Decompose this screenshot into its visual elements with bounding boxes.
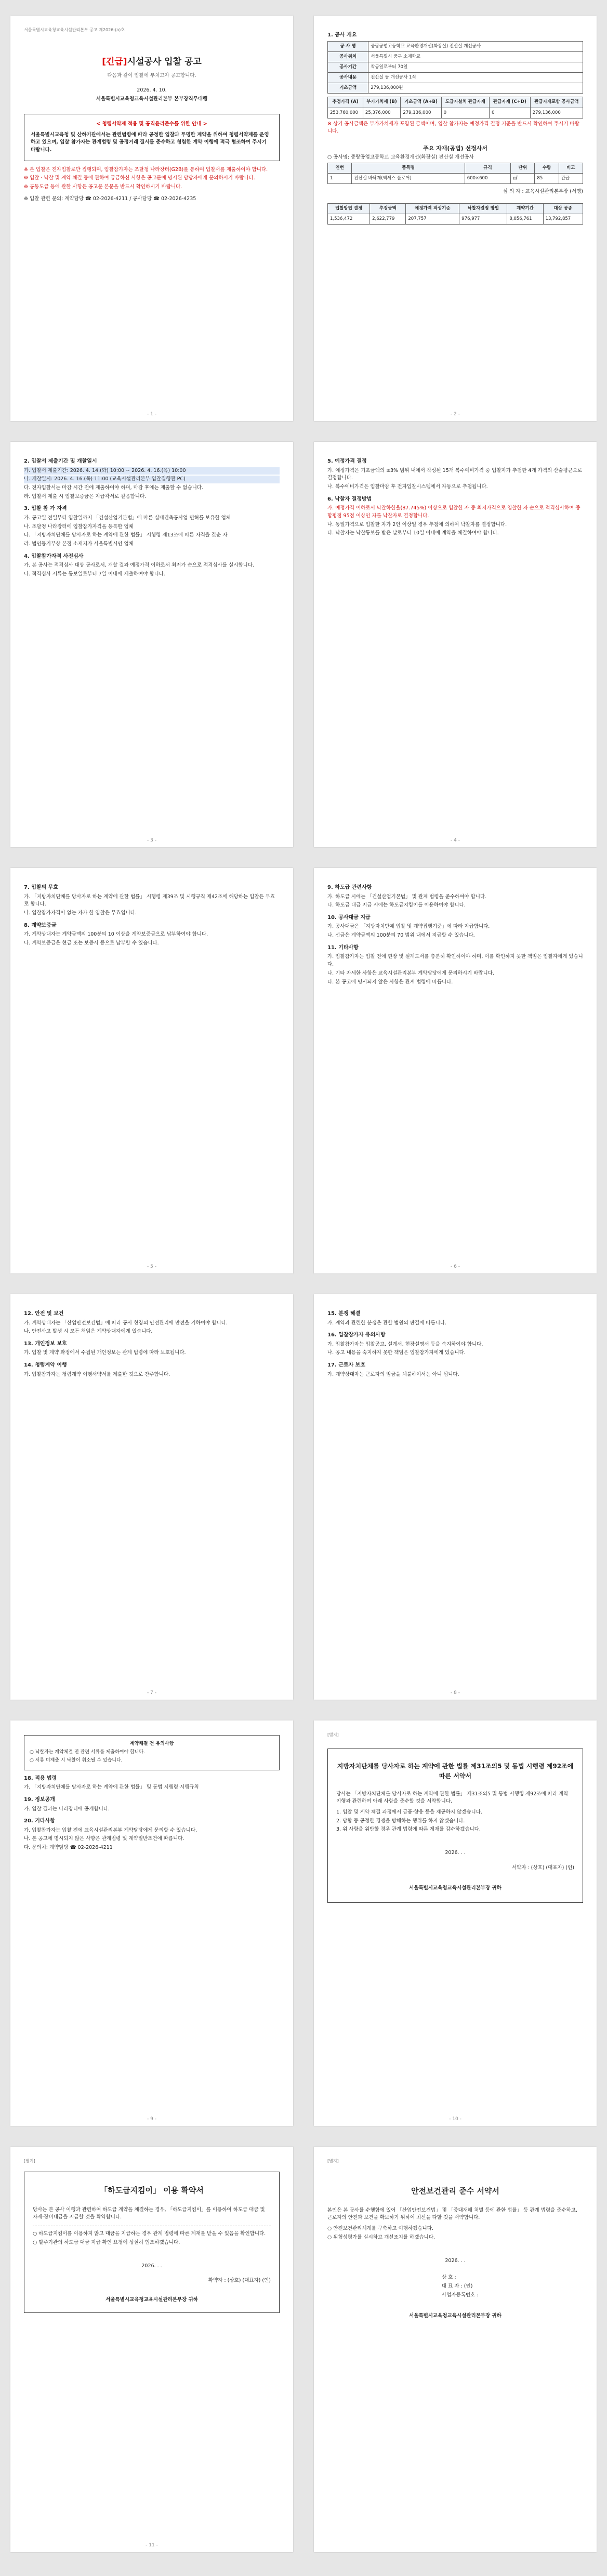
section-20-title: 20. 기타사항 [24, 1818, 55, 1824]
section-8-line: 나. 계약보증금은 현금 또는 보증서 등으로 납부할 수 있습니다. [24, 940, 159, 946]
bid-cell: 8,056,761 [507, 214, 543, 225]
section-6-line: 가. 예정가격 이하로서 낙찰하한율(87.745%) 이상으로 입찰한 자 중 최저가격으로 입찰한 자 순으로 적격심사하여 종합평점 95점 이상인 자를 낙찰자로 결정합니다. [327, 505, 580, 519]
pledge-item: 2. 담합 등 공정한 경쟁을 방해하는 행위를 하지 않겠습니다. [336, 1818, 465, 1824]
page-number: - 1 - [147, 412, 156, 417]
notice-box-line: ○ 서류 미제출 시 낙찰이 취소될 수 있습니다. [30, 1757, 123, 1763]
cost-cell: 25,376,000 [363, 108, 400, 118]
subcontract-date: 2026. . . [141, 2263, 162, 2269]
doc-header-small: 서울특별시교육청교육시설관리본부 공고 제2026-(a)호 [24, 28, 125, 32]
row-label: 공사위치 [328, 51, 368, 62]
subcontract-title: 「하도급지킴이」 이용 확약서 [100, 2186, 204, 2196]
announcement-title [24, 55, 280, 69]
section-15-title: 15. 분쟁 해결 [327, 1311, 361, 1317]
page-7 [10, 1294, 293, 1700]
section-5-line: 가. 예정가격은 기초금액의 ±3% 범위 내에서 작성된 15개 복수예비가격 중 입찰자가 추첨한 4개 가격의 산술평균으로 결정합니다. [327, 467, 583, 481]
section-11-line: 가. 입찰참가자는 입찰 전에 현장 및 설계도서를 충분히 확인하여야 하며, 이를 확인하지 못한 책임은 입찰자에게 있습니다. [327, 954, 583, 968]
cost-head: 관급자재 (C+D) [490, 97, 531, 108]
section-12-line: 가. 계약상대자는 「산업안전보건법」에 따라 공사 현장의 안전관리에 만전을 기하여야 합니다. [24, 1320, 228, 1326]
subcontract-signature: 확약자 : (상호) (대표자) (인) [208, 2278, 271, 2284]
section-8-title: 8. 계약보증금 [24, 922, 57, 928]
section-10-title: 10. 공사대금 지급 [327, 914, 371, 921]
section-16-line: 나. 공고 내용을 숙지하지 못한 책임은 입찰참가자에게 있습니다. [327, 1350, 466, 1356]
cost-note: ※ 상기 공사금액은 부가가치세가 포함된 금액이며, 입찰 참가자는 예정가격 결정 기준을 반드시 확인하여 주시기 바랍니다. [327, 121, 579, 135]
bid-head: 입찰방법 결정 [328, 203, 370, 214]
license-cell: 관급 [559, 174, 583, 184]
section-3-line: 다. 「지방자치단체를 당사자로 하는 계약에 관한 법률」 시행령 제13조에 따른 자격을 갖춘 자 [24, 532, 228, 538]
safety-sign-row: 대 표 자 : (인) [442, 2283, 473, 2289]
section-1-title: 1. 공사 개요 [327, 32, 357, 38]
section-13-line: 가. 입찰 및 계약 과정에서 수집된 개인정보는 관계 법령에 따라 보호됩니다. [24, 1350, 186, 1356]
row-label: 기초금액 [328, 83, 368, 94]
section-16-line: 가. 입찰참가자는 입찰공고, 설계서, 현장설명서 등을 숙지하여야 합니다. [327, 1341, 483, 1347]
section-4-title: 4. 입찰참가자격 사전심사 [24, 553, 84, 559]
license-head: 수량 [535, 163, 559, 173]
section-12-line: 나. 안전사고 발생 시 모든 책임은 계약상대자에게 있습니다. [24, 1329, 153, 1335]
pledge-item: 3. 위 사항을 위반할 경우 관계 법령에 따른 제재를 감수하겠습니다. [336, 1826, 481, 1833]
announce-date: 2026. 4. 10. [137, 87, 167, 94]
section-13-title: 13. 개인정보 보호 [24, 1340, 67, 1347]
license-sub: ○ 공사명: 중랑공업고등학교 교육환경개선(화장실) 전산실 개선공사 [327, 154, 474, 161]
page-8 [314, 1294, 597, 1700]
section-11-line: 나. 기타 자세한 사항은 교육시설관리본부 계약담당에게 문의하시기 바랍니다. [327, 970, 494, 976]
safety-body: 본인은 본 공사를 수행함에 있어 「산업안전보건법」 및 「중대재해 처벌 등에 관한 법률」 등 관계 법령을 준수하고, 근로자의 안전과 보건을 확보하기 위하여 최선을 다할 것을 서약합니다. [327, 2207, 577, 2221]
section-5-line: 나. 복수예비가격은 입찰마감 후 전자입찰시스템에서 자동으로 추첨됩니다. [327, 483, 488, 490]
page-2 [314, 16, 597, 421]
cost-cell: 0 [441, 108, 489, 118]
safety-recipient: 서울특별시교육청교육시설관리본부장 귀하 [409, 2313, 502, 2319]
ethics-box [24, 114, 280, 161]
section-9-title: 9. 하도급 관련사항 [327, 885, 372, 890]
pledge-date: 2026. . . [445, 1850, 466, 1856]
section-3-line: 라. 법인등기부상 본점 소재지가 서울특별시인 업체 [24, 541, 134, 547]
section-14-line: 가. 입찰참가자는 청렴계약 이행서약서를 제출한 것으로 간주합니다. [24, 1371, 170, 1377]
subcontract-body: 당사는 본 공사 이행과 관련하여 하도급 계약을 체결하는 경우, 「하도급지킴이」를 이용하여 하도급 대금 및 자재·장비대금을 지급할 것을 확약합니다. [33, 2206, 265, 2220]
section-12-title: 12. 안전 및 보건 [24, 1311, 64, 1317]
page-6 [314, 868, 597, 1273]
safety-sign-row: 사업자등록번호 : [442, 2292, 479, 2298]
form-tag: [별지] [327, 2159, 339, 2163]
row-value: 서울특별시 중구 소재학교 [368, 51, 583, 62]
section-19-line: 가. 입찰 결과는 나라장터에 공개합니다. [24, 1806, 110, 1812]
section-2-line: 나. 개찰일시: 2026. 4. 16.(목) 11:00 (교육시설관리본부 입찰집행관 PC) [24, 476, 280, 483]
section-20-line: 나. 본 공고에 명시되지 않은 사항은 관계법령 및 계약일반조건에 따릅니다. [24, 1836, 184, 1842]
section-10-line: 나. 선금은 계약금액의 100분의 70 범위 내에서 지급할 수 있습니다. [327, 932, 475, 939]
page-4 [314, 442, 597, 847]
safety-sign-block [442, 2274, 583, 2299]
section-17-title: 17. 근로자 보호 [327, 1362, 365, 1369]
title-main: 시설공사 입찰 공고 [127, 57, 202, 68]
page-number: - 10 - [449, 2117, 461, 2122]
license-head: 비고 [559, 163, 583, 173]
project-overview-table [327, 41, 583, 94]
section-18-title: 18. 적용 법령 [24, 1775, 57, 1781]
bid-cell: 2,622,779 [370, 214, 406, 225]
license-head: 연번 [328, 163, 352, 173]
page-number: - 7 - [147, 1690, 156, 1696]
section-2-line: 다. 전자입찰서는 마감 시간 전에 제출하여야 하며, 마감 후에는 제출할 수 없습니다. [24, 484, 204, 491]
safety-sign-row: 상 호 : [442, 2275, 456, 2281]
subtitle: 다음과 같이 입찰에 부치고자 공고합니다. [107, 72, 196, 78]
page-5 [10, 868, 293, 1273]
bid-cell: 207,757 [406, 214, 459, 225]
page-number: - 6 - [451, 1264, 460, 1269]
cost-table [327, 97, 583, 118]
page-9 [10, 1720, 293, 2126]
safety-title: 안전보건관리 준수 서약서 [411, 2186, 499, 2196]
pledge-item: 1. 입찰 및 계약 체결 과정에서 금품·향응 등을 제공하지 않겠습니다. [336, 1809, 482, 1816]
row-label: 공사내용 [328, 73, 368, 83]
pledge-body: 당사는 「지방자치단체를 당사자로 하는 계약에 관한 법률」 제31조의5 및 동법 시행령 제92조에 따라 계약 이행과 관련하여 아래 사항을 준수할 것을 서약합니다. [336, 1791, 569, 1805]
notice-item: ※ 공동도급 등에 관한 사항은 공고문 본문을 반드시 확인하시기 바랍니다. [24, 184, 182, 190]
section-11-title: 11. 기타사항 [327, 944, 359, 951]
cost-cell: 0 [490, 108, 531, 118]
license-cell: 전산실 바닥재(액세스 플로어) [352, 174, 465, 184]
page-number: - 8 - [451, 1690, 460, 1696]
license-head: 규격 [465, 163, 510, 173]
section-2-line: 가. 입찰서 제출기간: 2026. 4. 14.(화) 10:00 ~ 2026. 4. 16.(목) 10:00 [24, 467, 280, 475]
section-20-line: 가. 입찰참가자는 입찰 전에 교육시설관리본부 계약담당에게 문의할 수 있습니다. [24, 1827, 197, 1833]
bid-head: 대상 공종 [543, 203, 583, 214]
section-6-title: 6. 낙찰자 결정방법 [327, 496, 372, 502]
bid-cell: 13,792,857 [543, 214, 583, 225]
section-7-line: 나. 입찰참가자격이 없는 자가 한 입찰은 무효입니다. [24, 910, 137, 916]
section-19-title: 19. 정보공개 [24, 1797, 55, 1803]
license-head: 단위 [511, 163, 535, 173]
bid-head: 계약기간 [507, 203, 543, 214]
cost-cell: 279,136,000 [530, 108, 583, 118]
page-number: - 5 - [147, 1264, 156, 1269]
section-3-line: 가. 공고일 전일부터 입찰일까지 「건설산업기본법」에 따른 실내건축공사업 면허를 보유한 업체 [24, 515, 231, 521]
section-6-line: 다. 낙찰자는 낙찰통보를 받은 날로부터 10일 이내에 계약을 체결하여야 합니다. [327, 530, 499, 536]
section-15-line: 가. 계약과 관련한 분쟁은 관할 법원의 판결에 따릅니다. [327, 1320, 447, 1326]
section-17-line: 가. 계약상대자는 근로자의 임금을 체불하여서는 아니 됩니다. [327, 1371, 459, 1377]
page-3 [10, 442, 293, 847]
pledge-signature: 서약자 : (상호) (대표자) (인) [511, 1864, 574, 1871]
subcontract-recipient: 서울특별시교육청교육시설관리본부장 귀하 [105, 2296, 198, 2303]
row-value: 279,136,000원 [368, 83, 583, 94]
cost-head: 기초금액 (A+B) [401, 97, 441, 108]
notice-list [24, 166, 280, 191]
cost-head: 도급자설치 관급자재 [441, 97, 489, 108]
bid-table [327, 203, 583, 225]
bid-head: 낙찰자결정 방법 [459, 203, 507, 214]
pledge-title: 지방자치단체를 당사자로 하는 계약에 관한 법률 제31조의5 및 동법 시행령 제92조에 따른 서약서 [337, 1763, 574, 1780]
section-4-line: 가. 본 공사는 적격심사 대상 공사로서, 개찰 결과 예정가격 이하로서 최저가 순으로 적격심사를 실시합니다. [24, 562, 254, 569]
section-3-title: 3. 입찰 참 가 자격 [24, 506, 67, 512]
bid-cell: 1,536,472 [328, 214, 370, 225]
cost-head: 부가가치세 (B) [363, 97, 400, 108]
page-11-safety [314, 2147, 597, 2552]
section-9-line: 나. 하도급 대금 지급 시에는 하도급지킴이를 이용하여야 합니다. [327, 902, 466, 909]
section-7-line: 가. 「지방자치단체를 당사자로 하는 계약에 관한 법률」 시행령 제39조 및 시행규칙 제42조에 해당하는 입찰은 무효로 합니다. [24, 893, 275, 908]
row-value: 착공일로부터 70일 [368, 62, 583, 72]
notice-box-line: ○ 낙찰자는 계약체결 전 관련 서류를 제출하여야 합니다. [30, 1749, 146, 1755]
cost-cell: 253,760,000 [328, 108, 363, 118]
license-head: 품목명 [352, 163, 465, 173]
bid-head: 예정가격 작성기준 [406, 203, 459, 214]
notice-item: ※ 본 입찰은 전자입찰로만 집행되며, 입찰참가자는 조달청 나라장터(G2B)를 통하여 입찰서를 제출하여야 합니다. [24, 166, 268, 173]
subcontract-item: ○ 발주기관의 하도급 대금 지급 확인 요청에 성실히 협조하겠습니다. [33, 2239, 180, 2245]
page-number: - 4 - [451, 838, 460, 843]
section-8-line: 가. 계약상대자는 계약금액의 100분의 10 이상을 계약보증금으로 납부하여야 합니다. [24, 931, 208, 938]
license-cell: 85 [535, 174, 559, 184]
pledge-form [327, 1749, 583, 1903]
row-value: 중랑공업고등학교 교육환경개선(화장실) 전산실 개선공사 [368, 41, 583, 51]
section-11-line: 다. 본 공고에 명시되지 않은 사항은 관계 법령에 따릅니다. [327, 979, 453, 985]
bid-cell: 976,977 [459, 214, 507, 225]
notice-item: ※ 입찰 · 낙찰 및 계약 체결 등에 관하여 궁금하신 사항은 공고문에 명시된 담당자에게 문의하시기 바랍니다. [24, 175, 255, 181]
form-tag: [별지] [327, 1732, 339, 1737]
section-16-title: 16. 입찰참가자 유의사항 [327, 1332, 386, 1338]
section-18-line: 가. 「지방자치단체를 당사자로 하는 계약에 관한 법률」 및 동법 시행령·시행규칙 [24, 1784, 199, 1791]
section-9-line: 가. 하도급 시에는 「건설산업기본법」 및 관계 법령을 준수하여야 합니다. [327, 893, 487, 900]
row-label: 공 사 명 [328, 41, 368, 51]
section-2-title: 2. 입찰서 제출기간 및 개찰일시 [24, 458, 97, 464]
license-cell: ㎡ [511, 174, 535, 184]
form-tag: [별지] [24, 2159, 35, 2163]
subcontract-item: ○ 하도급지킴이를 이용하지 않고 대금을 지급하는 경우 관계 법령에 따른 제재를 받을 수 있음을 확인합니다. [33, 2231, 266, 2237]
section-4-line: 나. 적격심사 서류는 통보일로부터 7일 이내에 제출하여야 합니다. [24, 571, 165, 577]
urgent-tag: [긴급] [102, 57, 127, 68]
page-number: - 2 - [451, 412, 460, 417]
section-10-line: 가. 공사대금은 「지방자치단체 입찰 및 계약집행기준」에 따라 지급합니다. [327, 924, 490, 930]
safety-item: ○ 안전보건관리체계를 구축하고 이행하겠습니다. [327, 2226, 433, 2232]
bid-head: 추정금액 [370, 203, 406, 214]
safety-date: 2026. . . [445, 2257, 466, 2264]
license-sign: 심 의 자 : 교육시설관리본부장 (서명) [503, 189, 583, 195]
page-number: - 3 - [147, 838, 156, 843]
license-table [327, 163, 583, 184]
license-cell: 600×600 [465, 174, 510, 184]
section-3-line: 나. 조달청 나라장터에 입찰참가자격을 등록한 업체 [24, 523, 134, 530]
pre-contract-notice-box [24, 1735, 280, 1770]
section-5-title: 5. 예정가격 결정 [327, 458, 367, 464]
page-number: - 11 - [146, 2543, 158, 2548]
page-number: - 9 - [147, 2117, 156, 2122]
cost-cell: 279,136,000 [401, 108, 441, 118]
subcontract-form [24, 2172, 280, 2312]
page-11-subcontract [10, 2147, 293, 2552]
license-cell: 1 [328, 174, 352, 184]
row-value: 전산실 등 개선공사 1식 [368, 73, 583, 83]
page-1 [10, 16, 293, 421]
contact-note: ※ 입찰 관련 문의: 계약담당 ☎ 02-2026-4211 / 공사담당 ☎ 02-2026-4235 [24, 195, 196, 202]
section-6-line: 나. 동일가격으로 입찰한 자가 2인 이상일 경우 추첨에 의하여 낙찰자를 결정합니다. [327, 521, 507, 528]
safety-item: ○ 위험성평가를 실시하고 개선조치를 하겠습니다. [327, 2234, 435, 2240]
pledge-recipient: 서울특별시교육청교육시설관리본부장 귀하 [409, 1885, 502, 1891]
page-10 [314, 1720, 597, 2126]
section-7-title: 7. 입찰의 무효 [24, 885, 59, 890]
cost-head: 추정가격 (A) [328, 97, 363, 108]
row-label: 공사기간 [328, 62, 368, 72]
license-title: 주요 자재(공법) 선정사서 [423, 145, 487, 152]
section-14-title: 14. 청렴계약 이행 [24, 1362, 67, 1369]
cost-head: 관급자재포함 공사금액 [530, 97, 583, 108]
issuer: 서울특별시교육청교육시설관리본부 본부장직무대행 [96, 96, 208, 102]
ethics-body: 서울특별시교육청 및 산하기관에서는 관련법령에 따라 공정한 입찰과 투명한 계약을 위하여 청렴서약제를 운영하고 있으며, 입찰 참가자는 관계법령 및 공정거래 질서를 준수하고 청렴한 계약 이행에 적극 협조하여 주시기 바랍니다. [31, 132, 269, 153]
ethics-banner: < 청렴서약제 적용 및 공직윤리준수를 위한 안내 > [96, 121, 207, 127]
notice-box-title: 계약체결 전 유의사항 [129, 1741, 174, 1746]
section-2-line: 라. 입찰서 제출 시 입찰보증금은 지급각서로 갈음합니다. [24, 493, 147, 500]
section-20-line: 다. 문의처: 계약담당 ☎ 02-2026-4211 [24, 1845, 113, 1851]
